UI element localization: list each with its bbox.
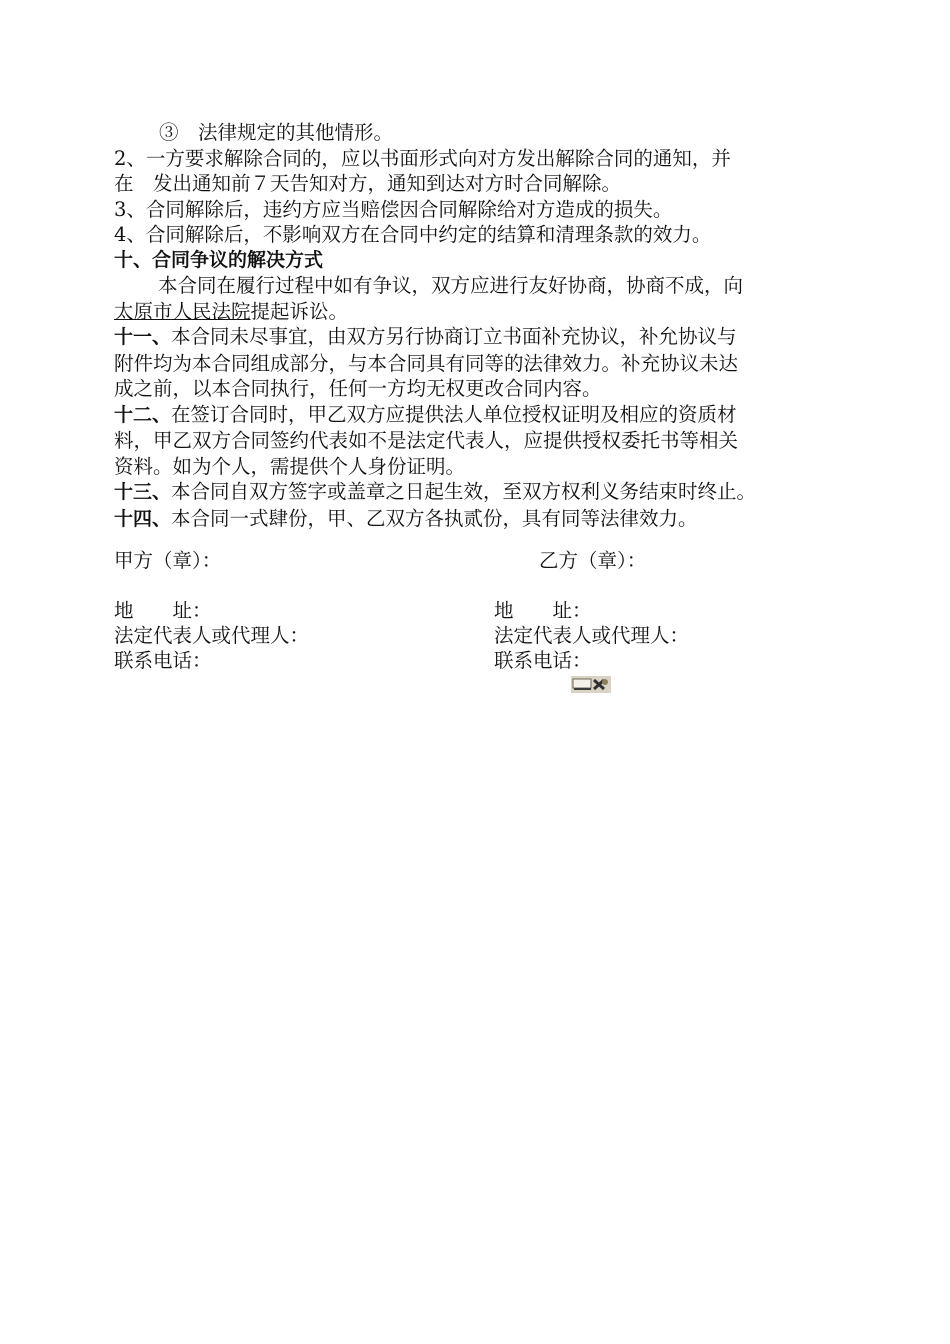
signature-phone-row: [114, 648, 844, 674]
party-a-representative-label: 法定代表人或代理人：: [114, 624, 310, 647]
section-12-line-2: 料，甲乙双方合同签约代表如不是法定代表人，应提供授权委托书等相关: [114, 429, 739, 452]
party-b-seal-label: 乙方（章）：: [539, 549, 647, 572]
clause-item-3: ③ 法律规定的其他情形。: [159, 121, 394, 144]
section-12-label: 十二、: [114, 403, 172, 426]
section-11-text-1: 本合同未尽事宜，由双方另行协商订立书面补充协议，补允协议与: [171, 325, 737, 348]
court-name: 太原市人民法院: [114, 299, 251, 323]
small-stamp-icon: [571, 676, 611, 693]
section-13-label: 十三、: [114, 481, 172, 503]
section-13-line-1: [114, 479, 844, 506]
clause-4: 4、合同解除后，不影响双方在合同中约定的结算和清理条款的效力。: [114, 223, 712, 246]
party-a-address-label: 地 址：: [114, 599, 212, 622]
section-13-text-1: 本合同自双方签字或盖章之日起生效，至双方权利义务结束时终止。: [171, 480, 757, 503]
clause-3: 3、合同解除后，违约方应当赔偿因合同解除给对方造成的损失。: [114, 197, 673, 221]
section-12-line-1: [114, 402, 844, 429]
party-a-phone-label: 联系电话：: [114, 649, 212, 672]
party-a-seal-label: 甲方（章）：: [114, 549, 222, 572]
section-11-line-2: 附件均为本合同组成部分，与本合同具有同等的法律效力。补充协议未达: [114, 351, 739, 375]
party-b-representative-label: 法定代表人或代理人：: [494, 624, 690, 647]
clause-2-line-2: 在 发出通知前７天告知对方，通知到达对方时合同解除。: [114, 172, 622, 195]
section-11-line-1: [114, 324, 844, 351]
clause-2-line-1: 2、一方要求解除合同的，应以书面形式向对方发出解除合同的通知，并: [114, 146, 731, 170]
section-12-text-1: 在签订合同时，甲乙双方应提供法人单位授权证明及相应的资质材: [171, 402, 737, 426]
section-11-line-3: 成之前，以本合同执行，任何一方均无权更改合同内容。: [114, 377, 602, 400]
section-14-label: 十四、: [114, 507, 172, 530]
signature-party-row: [114, 548, 844, 574]
signature-address-row: [114, 598, 844, 624]
section-10-heading: 十、合同争议的解决方式: [114, 248, 324, 271]
section-12-line-3: 资料。如为个人，需提供个人身份证明。: [114, 454, 466, 478]
party-b-address-label: 地 址：: [494, 599, 592, 622]
signature-representative-row: [114, 623, 844, 649]
contract-body: [114, 120, 844, 532]
section-10-line-1: 本合同在履行过程中如有争议，双方应进行友好协商，协商不成，向: [158, 274, 744, 297]
section-10-line-2: [114, 299, 844, 325]
section-14-line-1: [114, 506, 844, 533]
section-14-text-1: 本合同一式肆份，甲、乙双方各执贰份，具有同等法律效力。: [171, 506, 698, 530]
section-10-line-2-tail: 提起诉讼。: [250, 299, 349, 323]
section-11-label: 十一、: [114, 326, 172, 348]
party-b-phone-label: 联系电话：: [494, 649, 592, 672]
